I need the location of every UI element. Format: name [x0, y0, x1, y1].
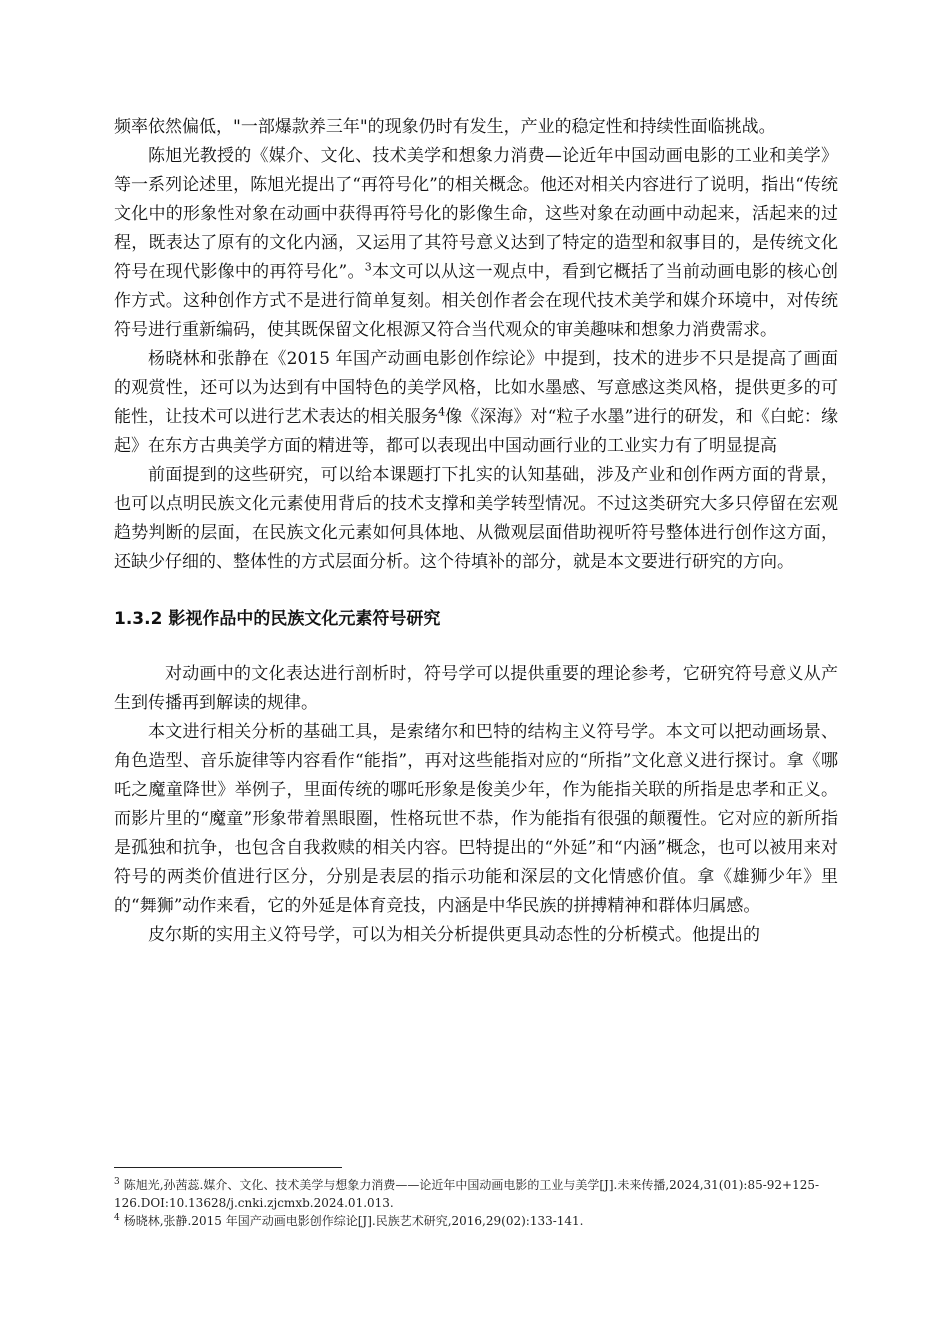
footnote-number: 3 — [114, 1177, 120, 1187]
footnote-text: 杨晓林,张静.2015 年国产动画电影创作综论[J].民族艺术研究,2016,29(02):133-141. — [123, 1214, 584, 1228]
paragraph-1: 频率依然偏低，"一部爆款养三年"的现象仍时有发生，产业的稳定性和持续性面临挑战。 — [114, 117, 776, 137]
paragraph-5: 对动画中的文化表达进行剖析时，符号学可以提供重要的理论参考，它研究符号意义从产生到传播再到解读的规律。 — [114, 664, 838, 713]
footnote-number: 4 — [114, 1213, 120, 1223]
footnote-3 — [114, 1176, 838, 1212]
document-body — [114, 113, 838, 950]
footnote-4 — [114, 1212, 838, 1230]
paragraph-2-text: 陈旭光教授的《媒介、文化、技术美学和想象力消费—论近年中国动画电影的工业和美学》等一系列论述里，陈旭光提出了“再符号化”的相关概念。他还对相关内容进行了说明，指出“传统文化中的形象性对象在动画中获得再符号化的影像生命，这些对象在动画中动起来，活起来的过程，既表达了原有的文化内涵，又运用了其符号意义达到了特定的造型和叙事目的，是传统文化符号在现代影像中的再符号化”。 — [114, 146, 838, 282]
section-heading: 1.3.2 影视作品中的民族文化元素符号研究 — [114, 609, 441, 629]
paragraph-2-text-cont: 本文可以从这一观点中，看到它概括了当前动画电影的核心创作方式。这种创作方式不是进行简单复刻。相关创作者会在现代技术美学和媒介环境中，对传统符号进行重新编码，使其既保留文化根源又符合当代观众的审美趣味和想象力消费需求。 — [114, 262, 838, 340]
paragraph-6: 本文进行相关分析的基础工具，是索绪尔和巴特的结构主义符号学。本文可以把动画场景、角色造型、音乐旋律等内容看作“能指”，再对这些能指对应的“所指”文化意义进行探讨。拿《哪吒之魔童降世》举例子，里面传统的哪吒形象是俊美少年，作为能指关联的所指是忠孝和正义。而影片里的“魔童”形象带着黑眼圈，性格玩世不恭，作为能指有很强的颠覆性。它对应的新所指是孤独和抗争，也包含自我救赎的相关内容。巴特提出的“外延”和“内涵”概念，也可以被用来对符号的两类价值进行区分，分别是表层的指示功能和深层的文化情感价值。拿《雄狮少年》里的“舞狮”动作来看，它的外延是体育竞技，内涵是中华民族的拼搏精神和群体归属感。 — [114, 722, 838, 916]
footnote-ref-4: 4 — [438, 405, 446, 419]
paragraph-4: 前面提到的这些研究，可以给本课题打下扎实的认知基础，涉及产业和创作两方面的背景，也可以点明民族文化元素使用背后的技术支撑和美学转型情况。不过这类研究大多只停留在宏观趋势判断的层面，在民族文化元素如何具体地、从微观层面借助视听符号整体进行创作这方面，还缺少仔细的、整体性的方式层面分析。这个待填补的部分，就是本文要进行研究的方向。 — [114, 465, 838, 572]
paragraph-3 — [114, 345, 838, 461]
footnote-ref-3: 3 — [364, 260, 372, 274]
footnote-divider — [114, 1167, 342, 1168]
paragraph-2 — [114, 142, 838, 345]
footnote-text: 陈旭光,孙茜蕊.媒介、文化、技术美学与想象力消费——论近年中国动画电影的工业与美学[J].未来传播,2024,31(01):85-92+125-126.DOI:10.13628/j.cnki.zjcmxb.2024.01.013. — [114, 1178, 820, 1210]
paragraph-3-text: 杨晓林和张静在《2015 年国产动画电影创作综论》中提到，技术的进步不只是提高了画面的观赏性，还可以为达到有中国特色的美学风格，比如水墨感、写意感这类风格，提供更多的可能性，让技术可以进行艺术表达的相关服务 — [114, 349, 838, 427]
paragraph-3-text-cont: 像《深海》对“粒子水墨”进行的研发，和《白蛇：缘起》在东方古典美学方面的精进等，都可以表现出中国动画行业的工业实力有了明显提高 — [114, 407, 838, 456]
footnotes — [114, 1167, 838, 1230]
paragraph-7: 皮尔斯的实用主义符号学，可以为相关分析提供更具动态性的分析模式。他提出的 — [148, 925, 760, 945]
